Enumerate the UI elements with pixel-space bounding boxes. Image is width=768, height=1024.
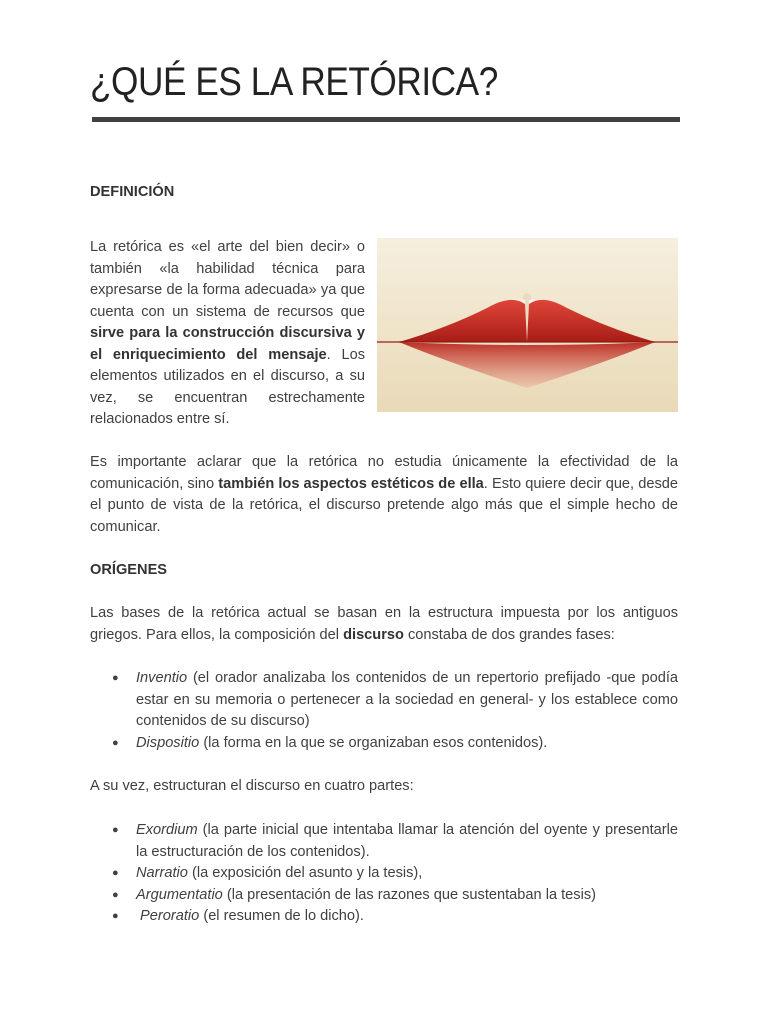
p2-text-end: . Esto quiere decir que, desde el punto de vista de la retórica, el discurso pretende algo más que el simple hecho de comunicar. bbox=[90, 475, 678, 535]
list-item-term: Dispositio bbox=[136, 734, 200, 751]
origenes-paragraph-1 bbox=[90, 603, 678, 646]
list-item-term: Inventio bbox=[136, 670, 188, 686]
list-item bbox=[136, 863, 678, 885]
intro-text-end: . Los elementos utilizados en el discurso, a su vez, se encuentran estrechamente relacionados entre sí. bbox=[90, 346, 365, 427]
list-item-desc: (la exposición del asunto y la tesis), bbox=[187, 865, 423, 881]
p2-bold: también los aspectos estéticos de ella bbox=[218, 475, 484, 492]
origenes-p1-bold: discurso bbox=[343, 626, 404, 643]
fases-list bbox=[90, 668, 678, 754]
list-item-desc: (la presentación de las razones que sustentaban la tesis) bbox=[222, 886, 596, 903]
list-item bbox=[136, 820, 678, 863]
list-item-desc: (el resumen de lo dicho). bbox=[199, 908, 364, 924]
definicion-paragraph-2 bbox=[90, 452, 678, 538]
partes-list bbox=[90, 820, 678, 928]
title-rule bbox=[92, 117, 680, 122]
list-item-desc: (la parte inicial que intentaba llamar la atención del oyente y presentarle la estructuración de los contenidos). bbox=[136, 822, 678, 860]
list-item-desc: (el orador analizaba los contenidos de un repertorio prefijado -que podía estar en su memoria o pertenecer a la sociedad en general- y los establece como contenidos de su discurso) bbox=[136, 670, 678, 729]
intro-bold: sirve para la construcción discursiva y el enriquecimiento del mensaje bbox=[90, 325, 365, 363]
list-item bbox=[136, 733, 678, 755]
origenes-heading: ORÍGENES bbox=[90, 562, 168, 578]
intro-text-start: La retórica es «el arte del bien decir» o también «la habilidad técnica para expresarse de la forma adecuada» ya que cuenta con un sistema de recursos que bbox=[90, 239, 365, 320]
list-item bbox=[136, 906, 678, 928]
list-item-term: Exordium bbox=[136, 822, 198, 838]
list-item-term: Peroratio bbox=[136, 908, 200, 924]
origenes-p1-end: constaba de dos grandes fases: bbox=[403, 626, 615, 643]
list-item-desc: (la forma en la que se organizaban esos contenidos). bbox=[199, 734, 548, 751]
origenes-paragraph-2: A su vez, estructuran el discurso en cuatro partes: bbox=[90, 778, 414, 794]
page-title: ¿QUÉ ES LA RETÓRICA? bbox=[90, 60, 498, 104]
list-item bbox=[136, 668, 678, 733]
p2-text-start: Es importante aclarar que la retórica no estudia únicamente la efectividad de la comunicación, sino bbox=[90, 454, 678, 492]
list-item-term: Argumentatio bbox=[136, 886, 223, 903]
list-item-term: Narratio bbox=[136, 865, 188, 881]
open-book-lips-image bbox=[377, 238, 678, 412]
list-item bbox=[136, 885, 678, 907]
origenes-p1-start: Las bases de la retórica actual se basan en la estructura impuesta por los antiguos griegos. Para ellos, la composición del bbox=[90, 605, 678, 643]
definicion-heading: DEFINICIÓN bbox=[90, 184, 175, 200]
definicion-intro bbox=[90, 237, 365, 431]
